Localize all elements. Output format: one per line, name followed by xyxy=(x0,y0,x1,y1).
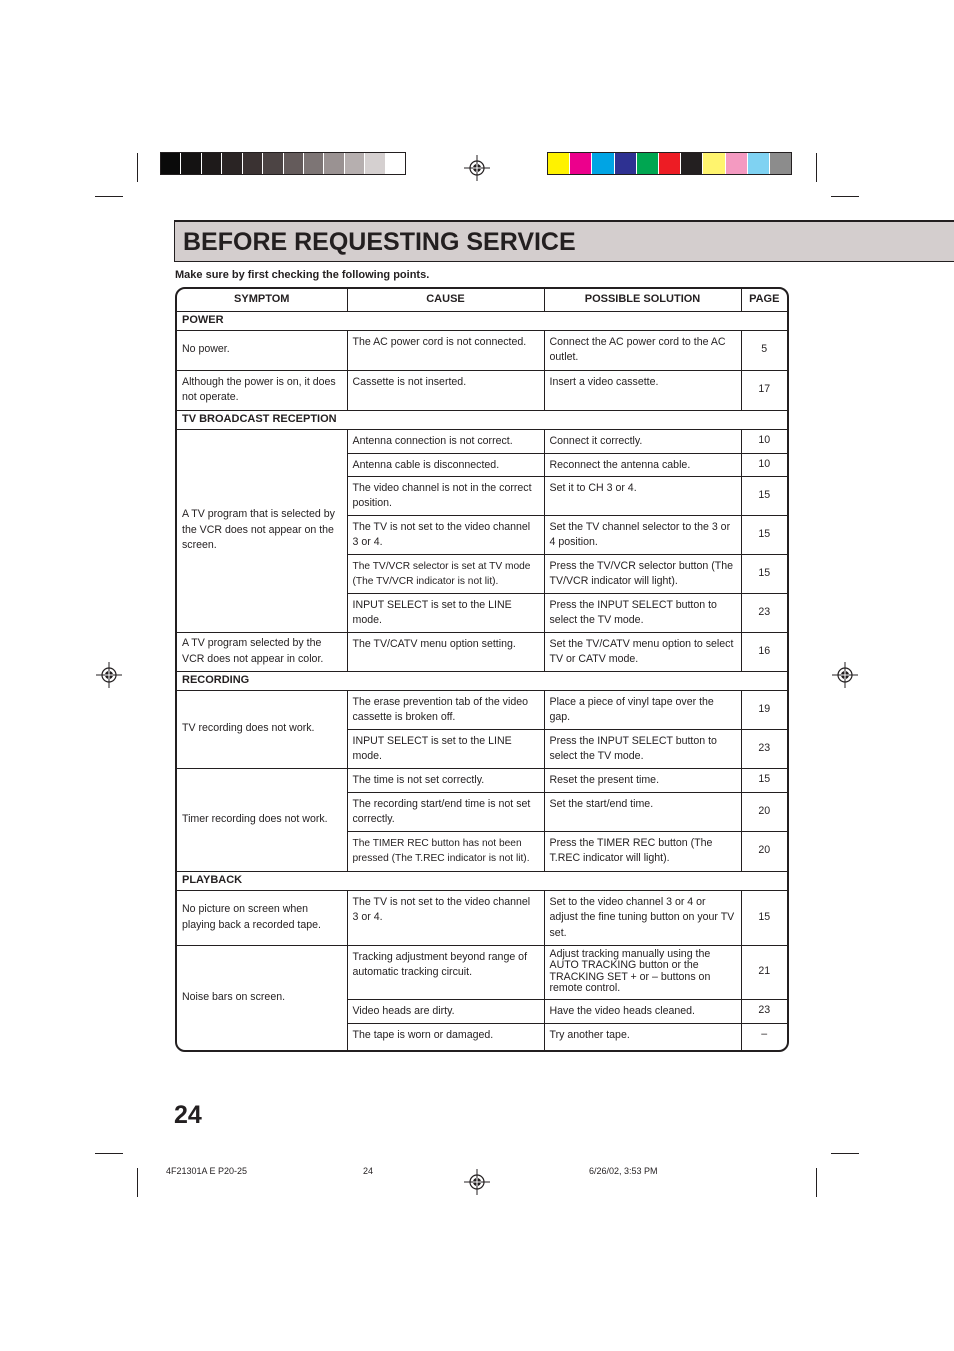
cause-cell: Tracking adjustment beyond range of automatic tracking circuit. xyxy=(347,945,544,999)
color-swatch xyxy=(284,153,304,174)
solution-cell: Set to the video channel 3 or 4 or adjust the fine tuning button on your TV set. xyxy=(544,890,741,945)
section-heading-recording: RECORDING xyxy=(177,671,787,690)
solution-cell: Reset the present time. xyxy=(544,768,741,792)
title-band xyxy=(174,220,954,262)
cause-cell: The tape is worn or damaged. xyxy=(347,1023,544,1051)
symptom-cell: A TV program that is selected by the VCR does not appear on the screen. xyxy=(177,429,347,632)
page-cell: 20 xyxy=(741,792,787,831)
solution-cell: Reconnect the antenna cable. xyxy=(544,453,741,476)
color-swatch xyxy=(592,153,614,174)
page-cell: 20 xyxy=(741,831,787,871)
crop-mark xyxy=(831,1153,859,1154)
column-header-page: PAGE xyxy=(741,289,787,311)
symptom-cell: A TV program selected by the VCR does not appear in color. xyxy=(177,632,347,671)
cause-cell: Cassette is not inserted. xyxy=(347,370,544,410)
color-swatch xyxy=(703,153,725,174)
symptom-cell: No picture on screen when playing back a recorded tape. xyxy=(177,890,347,945)
page-cell: 10 xyxy=(741,429,787,453)
color-swatch xyxy=(570,153,592,174)
crop-mark xyxy=(831,196,859,197)
color-swatch xyxy=(681,153,703,174)
page-cell: 21 xyxy=(741,945,787,999)
page-cell: 23 xyxy=(741,999,787,1023)
page-cell: 23 xyxy=(741,593,787,632)
crop-mark xyxy=(816,153,817,182)
table-row xyxy=(177,890,787,945)
color-swatch xyxy=(263,153,283,174)
crop-mark xyxy=(95,196,123,197)
color-swatch xyxy=(659,153,681,174)
color-swatch xyxy=(365,153,385,174)
solution-cell: Set the TV/CATV menu option to select TV or CATV mode. xyxy=(544,632,741,671)
section-heading-power: POWER xyxy=(177,311,787,330)
color-swatch xyxy=(770,153,791,174)
page-cell: – xyxy=(741,1023,787,1051)
page-title: BEFORE REQUESTING SERVICE xyxy=(183,228,576,256)
solution-cell: Adjust tracking manually using the AUTO TRACKING button or the TRACKING SET + or – buttons on remote control. xyxy=(544,945,741,999)
cause-cell: The AC power cord is not connected. xyxy=(347,330,544,370)
solution-cell: Insert a video cassette. xyxy=(544,370,741,410)
solution-cell: Set it to CH 3 or 4. xyxy=(544,476,741,515)
cause-cell: The time is not set correctly. xyxy=(347,768,544,792)
cause-cell: INPUT SELECT is set to the LINE mode. xyxy=(347,729,544,768)
color-swatch xyxy=(161,153,181,174)
cause-cell: The video channel is not in the correct position. xyxy=(347,476,544,515)
table-row xyxy=(177,690,787,729)
footer-right: 6/26/02, 3:53 PM xyxy=(589,1166,658,1176)
crop-mark xyxy=(137,153,138,182)
solution-cell: Have the video heads cleaned. xyxy=(544,999,741,1023)
page-cell: 15 xyxy=(741,768,787,792)
color-swatch xyxy=(345,153,365,174)
color-calibration-bar xyxy=(547,152,792,175)
table-row xyxy=(177,429,787,453)
color-swatch xyxy=(637,153,659,174)
symptom-cell: Timer recording does not work. xyxy=(177,768,347,871)
color-swatch xyxy=(548,153,570,174)
color-swatch xyxy=(181,153,201,174)
solution-cell: Press the TIMER REC button (The T.REC indicator will light). xyxy=(544,831,741,871)
cause-cell: INPUT SELECT is set to the LINE mode. xyxy=(347,593,544,632)
solution-cell: Connect it correctly. xyxy=(544,429,741,453)
column-header-solution: POSSIBLE SOLUTION xyxy=(544,289,741,311)
cause-cell: Antenna cable is disconnected. xyxy=(347,453,544,476)
solution-cell: Press the TV/VCR selector button (The TV/VCR indicator will light). xyxy=(544,554,741,593)
solution-cell: Place a piece of vinyl tape over the gap. xyxy=(544,690,741,729)
page-cell: 15 xyxy=(741,890,787,945)
color-swatch xyxy=(748,153,770,174)
symptom-cell: No power. xyxy=(177,330,347,370)
solution-cell: Press the INPUT SELECT button to select the TV mode. xyxy=(544,729,741,768)
column-header-cause: CAUSE xyxy=(347,289,544,311)
cause-cell: The TIMER REC button has not been pressed (The T.REC indicator is not lit). xyxy=(347,831,544,871)
footer-left: 4F21301A E P20-25 xyxy=(166,1166,248,1176)
registration-mark-icon xyxy=(832,662,858,688)
registration-mark-icon xyxy=(96,662,122,688)
table-row xyxy=(177,632,787,671)
page-cell: 15 xyxy=(741,476,787,515)
solution-cell: Connect the AC power cord to the AC outlet. xyxy=(544,330,741,370)
solution-cell: Set the start/end time. xyxy=(544,792,741,831)
cause-cell: The TV/VCR selector is set at TV mode (The TV/VCR indicator is not lit). xyxy=(347,554,544,593)
symptom-cell: TV recording does not work. xyxy=(177,690,347,768)
page-number: 24 xyxy=(174,1101,202,1129)
troubleshooting-table xyxy=(175,287,789,1052)
color-swatch xyxy=(202,153,222,174)
footer-center: 24 xyxy=(363,1166,374,1176)
page-cell: 5 xyxy=(741,330,787,370)
page-cell: 16 xyxy=(741,632,787,671)
cause-cell: The recording start/end time is not set correctly. xyxy=(347,792,544,831)
crop-mark xyxy=(95,1153,123,1154)
color-swatch xyxy=(222,153,242,174)
table-row xyxy=(177,768,787,792)
table-row xyxy=(177,330,787,370)
page-cell: 17 xyxy=(741,370,787,410)
cause-cell: The TV is not set to the video channel 3 or 4. xyxy=(347,890,544,945)
table-row xyxy=(177,945,787,999)
cause-cell: The TV is not set to the video channel 3 or 4. xyxy=(347,515,544,554)
color-swatch xyxy=(386,153,405,174)
page-cell: 10 xyxy=(741,453,787,476)
solution-cell: Try another tape. xyxy=(544,1023,741,1051)
crop-mark xyxy=(137,1168,138,1197)
cause-cell: The erase prevention tab of the video cassette is broken off. xyxy=(347,690,544,729)
section-heading-playback: PLAYBACK xyxy=(177,871,787,890)
grayscale-calibration-bar xyxy=(160,152,406,175)
symptom-cell: Noise bars on screen. xyxy=(177,945,347,1051)
solution-cell: Press the INPUT SELECT button to select the TV mode. xyxy=(544,593,741,632)
table-row xyxy=(177,370,787,410)
registration-mark-icon xyxy=(464,155,490,181)
page-cell: 23 xyxy=(741,729,787,768)
page-cell: 15 xyxy=(741,515,787,554)
registration-mark-icon xyxy=(464,1169,490,1195)
intro-text: Make sure by first checking the following points. xyxy=(175,269,430,281)
cause-cell: Antenna connection is not correct. xyxy=(347,429,544,453)
page-cell: 19 xyxy=(741,690,787,729)
page-cell: 15 xyxy=(741,554,787,593)
column-header-symptom: SYMPTOM xyxy=(177,289,347,311)
solution-cell: Set the TV channel selector to the 3 or 4 position. xyxy=(544,515,741,554)
color-swatch xyxy=(615,153,637,174)
crop-mark xyxy=(816,1168,817,1197)
cause-cell: The TV/CATV menu option setting. xyxy=(347,632,544,671)
color-swatch xyxy=(324,153,344,174)
color-swatch xyxy=(726,153,748,174)
color-swatch xyxy=(304,153,324,174)
section-heading-tv-reception: TV BROADCAST RECEPTION xyxy=(177,410,787,429)
color-swatch xyxy=(243,153,263,174)
symptom-cell: Although the power is on, it does not operate. xyxy=(177,370,347,410)
cause-cell: Video heads are dirty. xyxy=(347,999,544,1023)
